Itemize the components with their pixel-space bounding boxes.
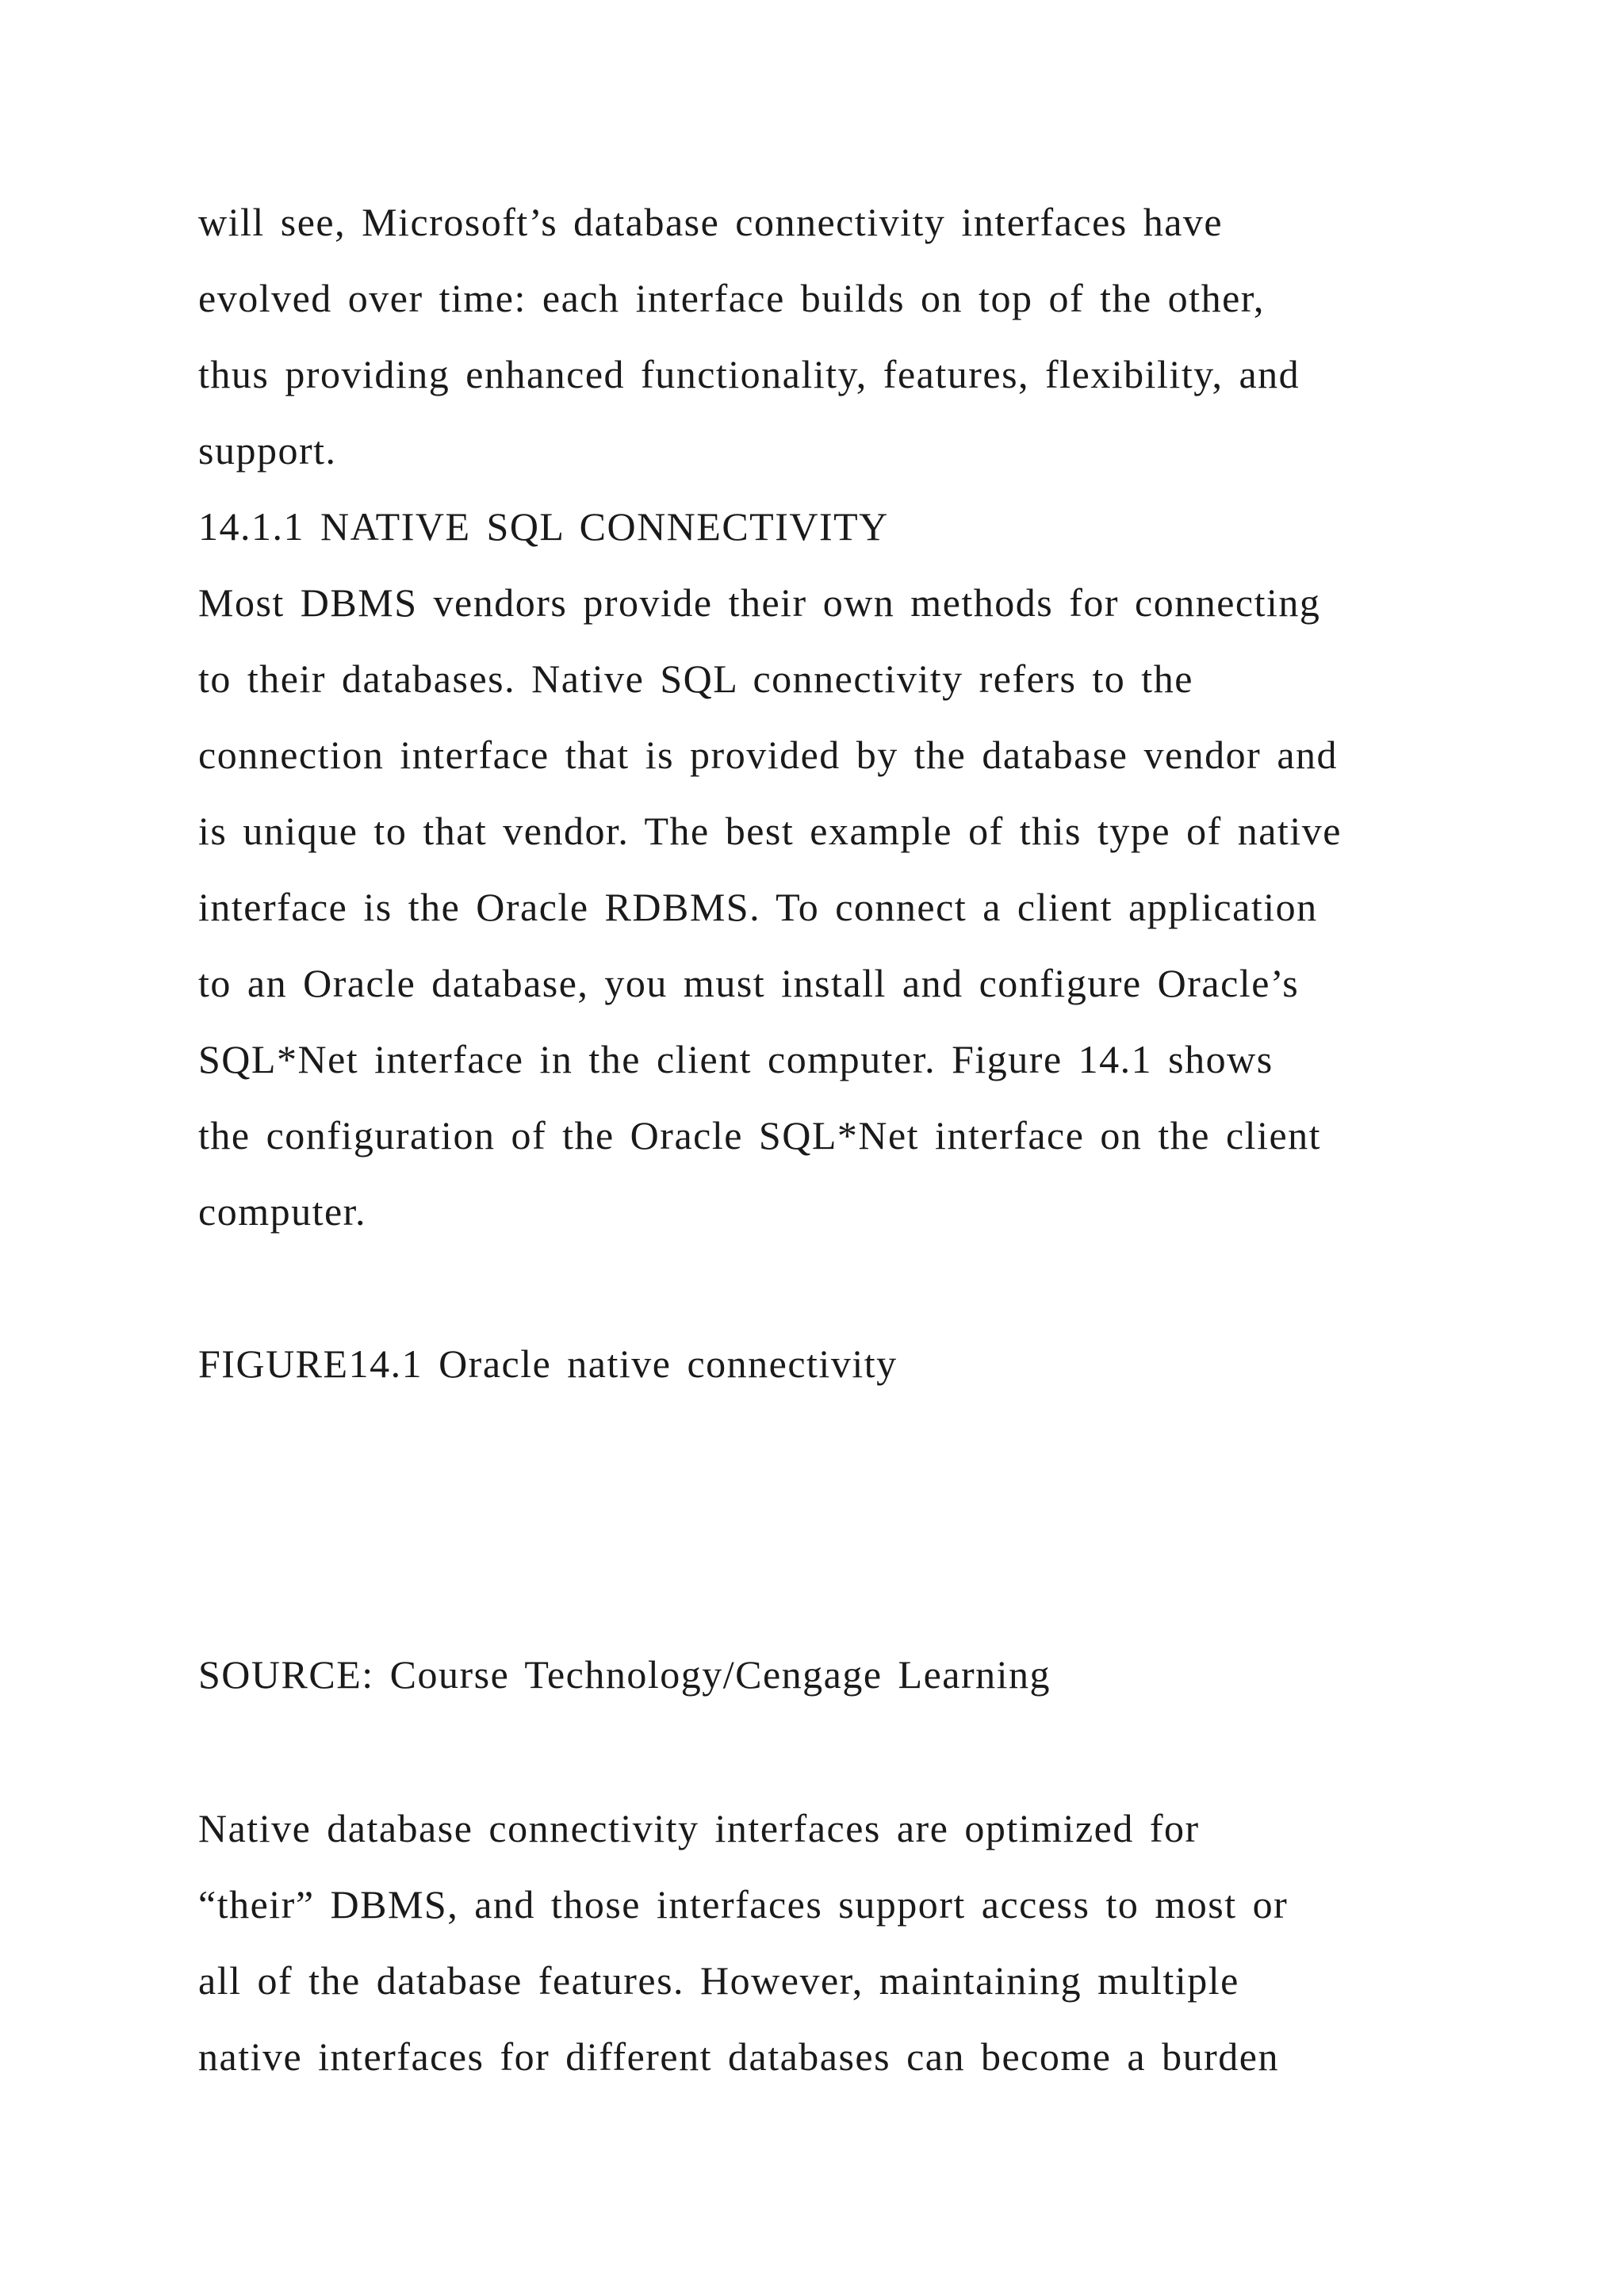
figure-caption: FIGURE14.1 Oracle native connectivity <box>198 1341 898 1386</box>
text-line: interface is the Oracle RDBMS. To connect a client application <box>198 885 1318 929</box>
text-line: Native database connectivity interfaces are optimized for <box>198 1806 1200 1850</box>
text-line: SQL*Net interface in the client computer. Figure 14.1 shows <box>198 1037 1274 1081</box>
text-line: all of the database features. However, maintaining multiple <box>198 1958 1239 2003</box>
text-line: is unique to that vendor. The best example of this type of native <box>198 809 1342 853</box>
text-line: thus providing enhanced functionality, features, flexibility, and <box>198 352 1300 396</box>
text-line: will see, Microsoft’s database connectivity interfaces have <box>198 200 1224 244</box>
text-line: computer. <box>198 1189 367 1234</box>
text-line: evolved over time: each interface builds on top of the other, <box>198 276 1265 320</box>
text-line: support. <box>198 428 337 473</box>
text-line: connection interface that is provided by the database vendor and <box>198 733 1339 777</box>
text-line: native interfaces for different databases can become a burden <box>198 2034 1279 2079</box>
text-line: to their databases. Native SQL connectivity refers to the <box>198 656 1193 701</box>
figure-source: SOURCE: Course Technology/Cengage Learning <box>198 1652 1051 1697</box>
section-heading: 14.1.1 NATIVE SQL CONNECTIVITY <box>198 504 889 549</box>
text-line: the configuration of the Oracle SQL*Net interface on the client <box>198 1113 1322 1158</box>
text-line: Most DBMS vendors provide their own methods for connecting <box>198 580 1321 625</box>
text-line: “their” DBMS, and those interfaces support access to most or <box>198 1882 1289 1927</box>
text-line: to an Oracle database, you must install and configure Oracle’s <box>198 961 1300 1005</box>
